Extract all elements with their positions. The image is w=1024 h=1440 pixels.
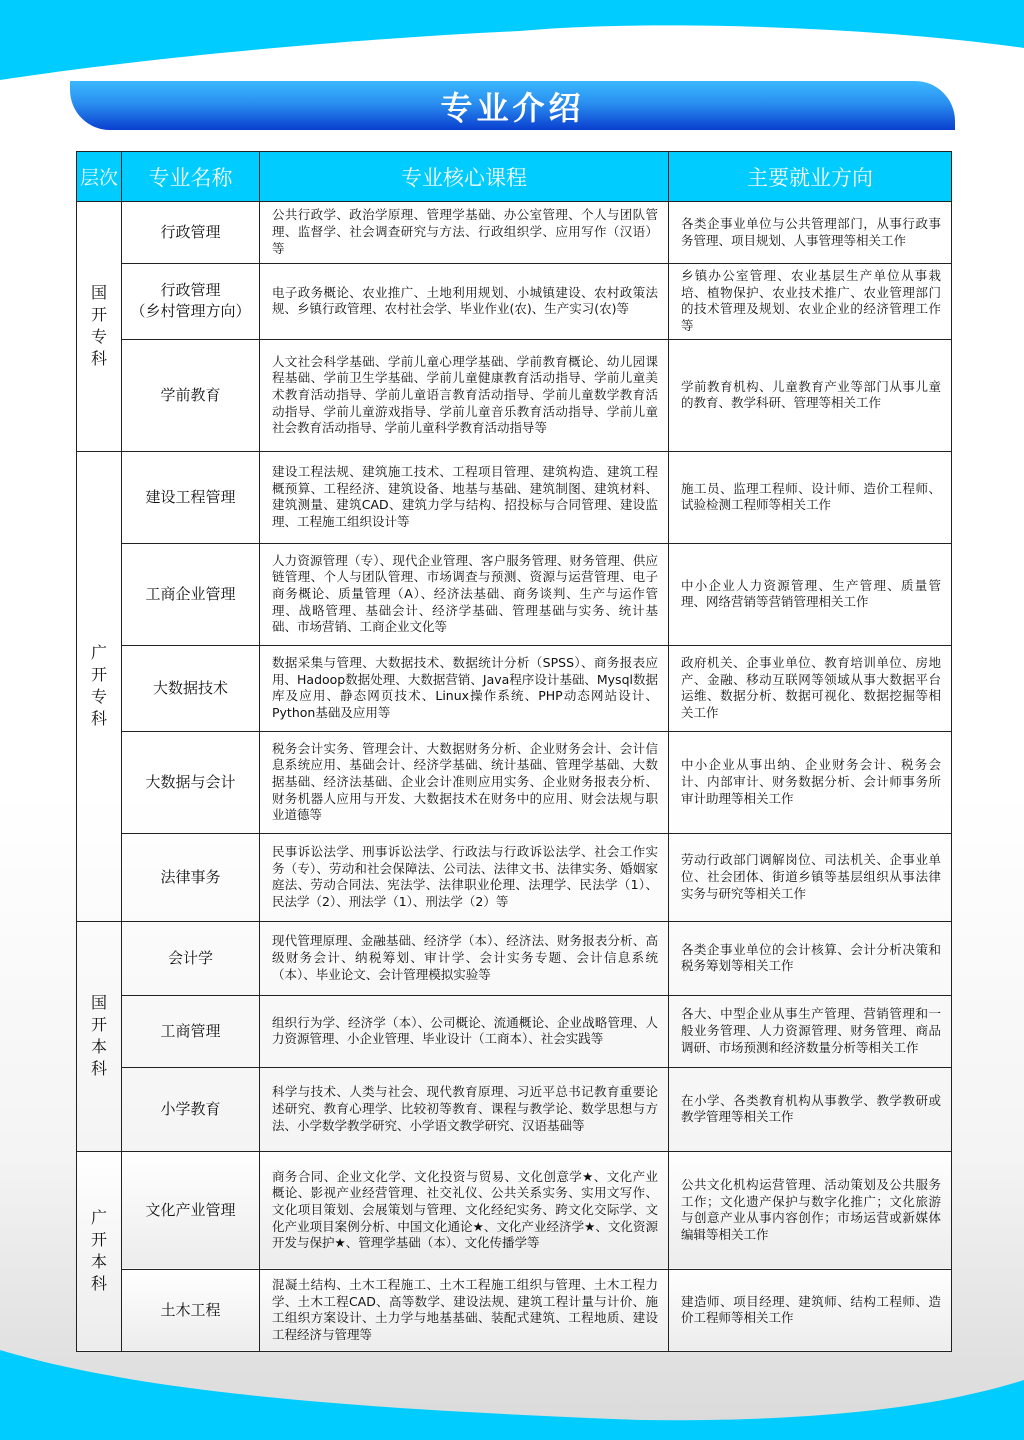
- major-name-cell: 会计学: [122, 921, 260, 995]
- career-direction-cell: 中小企业从事出纳、企业财务会计、税务会计、内部审计、财务数据分析、会计师事务所审计助理等相关工作: [669, 731, 952, 833]
- major-name-cell: 文化产业管理: [122, 1151, 260, 1269]
- core-courses-cell: 科学与技术、人类与社会、现代教育原理、习近平总书记教育重要论述研究、教育心理学、比较初等教育、课程与教学论、数学思想与方法、小学数学教学研究、小学语文教学研究、汉语基础等: [260, 1067, 669, 1151]
- career-direction-cell: 施工员、监理工程师、设计师、造价工程师、试验检测工程师等相关工作: [669, 451, 952, 543]
- table-row: [77, 1067, 952, 1151]
- major-name-cell: 建设工程管理: [122, 451, 260, 543]
- core-courses-cell: 商务合同、企业文化学、文化投资与贸易、文化创意学★、文化产业概论、影视产业经营管理、社交礼仪、公共关系实务、实用文写作、文化项目策划、会展策划与管理、文化经纪实务、跨文化交际学、文化产业项目案例分析、中国文化通论★、文化产业经济学★、文化资源开发与保护★、管理学基础（本）、文化传播学等: [260, 1151, 669, 1269]
- career-direction-cell: 中小企业人力资源管理、生产管理、质量管理、网络营销等营销管理相关工作: [669, 543, 952, 645]
- level-label: 广开本科: [90, 1208, 107, 1294]
- level-label: 国开专科: [90, 283, 107, 369]
- core-courses-cell: 人力资源管理（专）、现代企业管理、客户服务管理、财务管理、供应链管理、个人与团队管理、市场调查与预测、资源与运营管理、电子商务概论、质量管理（A）、经济法基础、商务谈判、生产与运作管理、战略管理、基础会计、经济学基础、管理基础与实务、统计基础、市场营销、工商企业文化等: [260, 543, 669, 645]
- major-name-cell: 工商企业管理: [122, 543, 260, 645]
- header-core-courses: 专业核心课程: [260, 152, 669, 202]
- core-courses-cell: 数据采集与管理、大数据技术、数据统计分析（SPSS）、商务报表应用、Hadoop数据处理、大数据营销、Java程序设计基础、Mysql数据库及应用、静态网页技术、Linux操作系统、PHP动态网站设计、Python基础及应用等: [260, 645, 669, 731]
- major-name-cell: 土木工程: [122, 1269, 260, 1351]
- level-label: 国开本科: [90, 993, 107, 1079]
- table-row: [77, 543, 952, 645]
- major-name-cell: 行政管理 （乡村管理方向）: [122, 264, 260, 340]
- page-title: 专业介绍: [440, 88, 585, 127]
- career-direction-cell: 各大、中型企业从事生产管理、营销管理和一般业务管理、人力资源管理、财务管理、商品调研、市场预测和经济数量分析等相关工作: [669, 995, 952, 1067]
- table-header-row: [77, 152, 952, 202]
- major-name-cell: 法律事务: [122, 833, 260, 921]
- core-courses-cell: 组织行为学、经济学（本）、公司概论、流通概论、企业战略管理、人力资源管理、小企业管理、毕业设计（工商本）、社会实践等: [260, 995, 669, 1067]
- table-row: [77, 264, 952, 340]
- header-level: 层次: [77, 152, 122, 202]
- header-major-name: 专业名称: [122, 152, 260, 202]
- core-courses-cell: 现代管理原理、金融基础、经济学（本）、经济法、财务报表分析、高级财务会计、纳税筹划、审计学、会计实务专题、会计信息系统（本）、毕业论文、会计管理模拟实验等: [260, 921, 669, 995]
- major-name-cell: 工商管理: [122, 995, 260, 1067]
- level-cell: [77, 1151, 122, 1351]
- core-courses-cell: 混凝土结构、土木工程施工、土木工程施工组织与管理、土木工程力学、土木工程CAD、高等数学、建设法规、建筑工程计量与计价、施工组织方案设计、土力学与地基基础、装配式建筑、工程地质、建设工程经济与管理等: [260, 1269, 669, 1351]
- table-row: [77, 731, 952, 833]
- level-label: 广开专科: [90, 643, 107, 729]
- career-direction-cell: 乡镇办公室管理、农业基层生产单位从事栽培、植物保护、农业技术推广、农业管理部门的技术管理及规划、农业企业的经济管理工作等: [669, 264, 952, 340]
- level-cell: [77, 202, 122, 452]
- table-row: [77, 1151, 952, 1269]
- career-direction-cell: 在小学、各类教育机构从事教学、教学教研或教学管理等相关工作: [669, 1067, 952, 1151]
- core-courses-cell: 人文社会科学基础、学前儿童心理学基础、学前教育概论、幼儿园课程基础、学前卫生学基础、学前儿童健康教育活动指导、学前儿童美术教育活动指导、学前儿童语言教育活动指导、学前儿童数学教育活动指导、学前儿童游戏指导、学前儿童音乐教育活动指导、学前儿童社会教育活动指导、学前儿童科学教育活动指导等: [260, 339, 669, 451]
- career-direction-cell: 建造师、项目经理、建筑师、结构工程师、造价工程师等相关工作: [669, 1269, 952, 1351]
- table-row: [77, 833, 952, 921]
- bottom-wave-decoration: [0, 1330, 1024, 1440]
- career-direction-cell: 学前教育机构、儿童教育产业等部门从事儿童的教育、教学科研、管理等相关工作: [669, 339, 952, 451]
- major-name-cell: 学前教育: [122, 339, 260, 451]
- major-name-cell: 大数据与会计: [122, 731, 260, 833]
- major-name-cell: 大数据技术: [122, 645, 260, 731]
- major-name-cell: 行政管理: [122, 202, 260, 264]
- table-row: [77, 202, 952, 264]
- core-courses-cell: 建设工程法规、建筑施工技术、工程项目管理、建筑构造、建筑工程概预算、工程经济、建筑设备、地基与基础、建筑制图、建筑材料、建筑测量、建筑CAD、建筑力学与结构、招投标与合同管理、建设监理、工程施工组织设计等: [260, 451, 669, 543]
- core-courses-cell: 电子政务概论、农业推广、土地利用规划、小城镇建设、农村政策法规、乡镇行政管理、农村社会学、毕业作业(农)、生产实习(农)等: [260, 264, 669, 340]
- career-direction-cell: 各类企事业单位的会计核算、会计分析决策和税务筹划等相关工作: [669, 921, 952, 995]
- major-name-cell: 小学教育: [122, 1067, 260, 1151]
- top-wave-decoration: [0, 0, 1024, 90]
- level-cell: [77, 921, 122, 1151]
- majors-table: [76, 151, 952, 1352]
- core-courses-cell: 税务会计实务、管理会计、大数据财务分析、企业财务会计、会计信息系统应用、基础会计、经济学基础、统计基础、管理学基础、大数据基础、经济法基础、企业会计准则应用实务、企业财务报表分析、财务机器人应用与开发、大数据技术在财务中的应用、财会法规与职业道德等: [260, 731, 669, 833]
- table-row: [77, 921, 952, 995]
- table-row: [77, 645, 952, 731]
- career-direction-cell: 公共文化机构运营管理、活动策划及公共服务工作；文化遗产保护与数字化推广；文化旅游与创意产业从事内容创作；市场运营或新媒体编辑等相关工作: [669, 1151, 952, 1269]
- career-direction-cell: 劳动行政部门调解岗位、司法机关、企事业单位、社会团体、街道乡镇等基层组织从事法律实务与研究等相关工作: [669, 833, 952, 921]
- header-career-direction: 主要就业方向: [669, 152, 952, 202]
- core-courses-cell: 民事诉讼法学、刑事诉讼法学、行政法与行政诉讼法学、社会工作实务（专）、劳动和社会保障法、公司法、法律文书、法律实务、婚姻家庭法、劳动合同法、宪法学、法律职业伦理、法理学、民法学（1）、民法学（2）、刑法学（1）、刑法学（2）等: [260, 833, 669, 921]
- level-cell: [77, 451, 122, 921]
- career-direction-cell: 各类企事业单位与公共管理部门，从事行政事务管理、项目规划、人事管理等相关工作: [669, 202, 952, 264]
- table-row: [77, 339, 952, 451]
- career-direction-cell: 政府机关、企事业单位、教育培训单位、房地产、金融、移动互联网等领域从事大数据平台运维、数据分析、数据可视化、数据挖掘等相关工作: [669, 645, 952, 731]
- table-row: [77, 995, 952, 1067]
- core-courses-cell: 公共行政学、政治学原理、管理学基础、办公室管理、个人与团队管理、监督学、社会调查研究与方法、行政组织学、应用写作（汉语）等: [260, 202, 669, 264]
- title-banner: [70, 81, 955, 130]
- table-row: [77, 451, 952, 543]
